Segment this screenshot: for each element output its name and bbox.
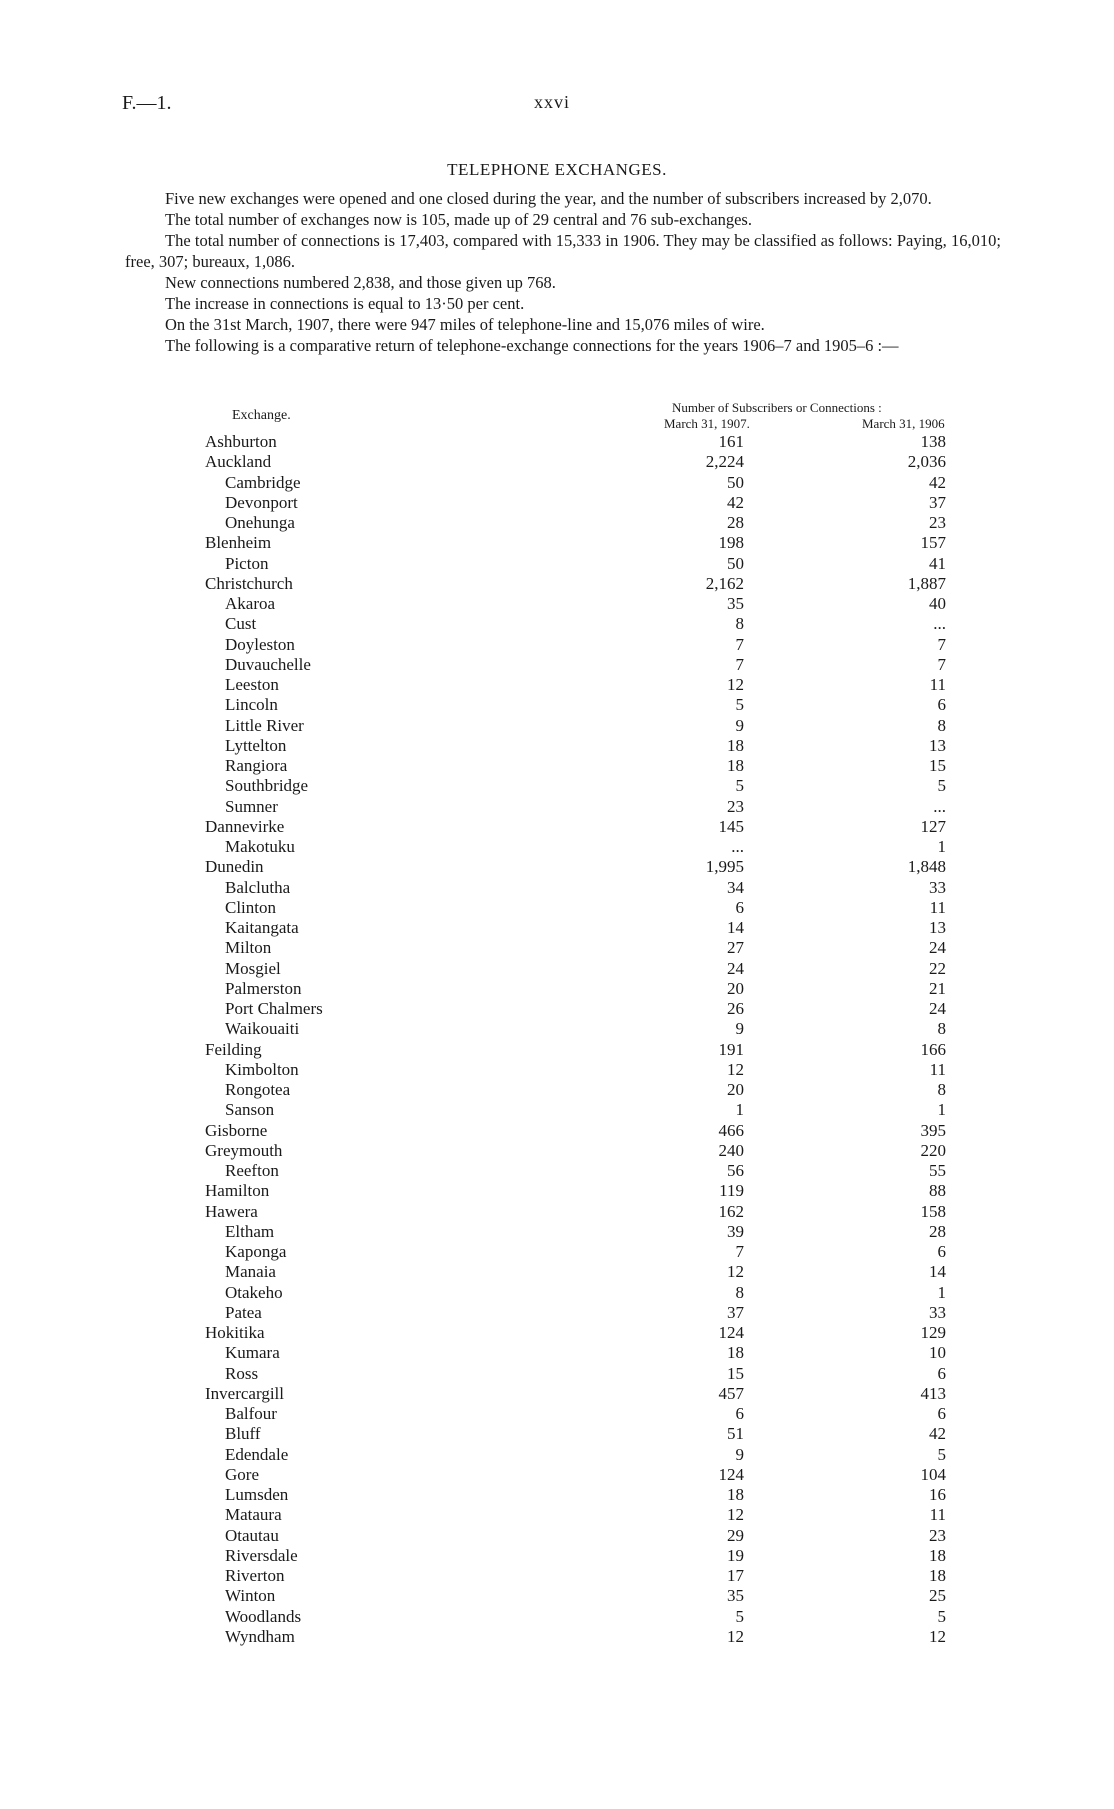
exchange-name: Balfour <box>225 1404 277 1423</box>
exchange-name: Dunedin <box>205 857 264 877</box>
connections-1906: 6 <box>937 1242 946 1261</box>
table-row <box>0 493 1114 513</box>
connections-1906: 157 <box>920 533 946 553</box>
connections-1906: 6 <box>937 1363 946 1383</box>
connections-1907: 7 <box>735 634 744 654</box>
table-row <box>0 432 1114 452</box>
connections-1906: 33 <box>929 877 946 897</box>
connections-1907: 466 <box>718 1120 744 1140</box>
exchange-name: Devonport <box>225 492 298 512</box>
table-row <box>0 675 1114 695</box>
exchange-name: Sumner <box>225 796 278 816</box>
connections-1906: 6 <box>937 695 946 715</box>
table-row <box>0 695 1114 715</box>
exchange-name: Balclutha <box>225 877 291 897</box>
connections-1906: 166 <box>920 1039 946 1059</box>
exchange-name: Woodlands <box>225 1606 302 1626</box>
exchange-name: Makotuku <box>225 837 295 856</box>
exchange-name: Akaroa <box>225 594 276 613</box>
connections-1906: 23 <box>929 1525 946 1545</box>
table-row <box>0 1161 1114 1181</box>
table-row <box>0 635 1114 655</box>
exchange-name: Blenheim <box>205 533 272 553</box>
table-row <box>0 999 1114 1019</box>
exchange-name: Ross <box>225 1363 259 1383</box>
connections-1906: 104 <box>920 1464 946 1484</box>
table-row <box>0 1181 1114 1201</box>
table-row <box>0 857 1114 877</box>
exchange-name: Palmerston <box>225 978 302 998</box>
connections-1907: 162 <box>718 1201 744 1221</box>
exchange-name: Christchurch <box>205 573 293 593</box>
connections-1906: 158 <box>920 1201 946 1221</box>
paragraph-connections: The total number of connections is 17,403, compared with 15,333 in 1906. They may be classified as follows: Paying, 16,010; free, 307; bureaux, 1,086. <box>125 231 1001 271</box>
exchange-name: Doyleston <box>225 634 295 654</box>
connections-1906: 413 <box>920 1383 946 1403</box>
connections-1907: 145 <box>718 816 744 836</box>
connections-1907: 14 <box>727 918 744 937</box>
exchange-name: Onehunga <box>225 513 295 532</box>
connections-1906: 24 <box>929 999 946 1018</box>
connections-1907: 15 <box>727 1363 744 1383</box>
exchange-name: Lumsden <box>225 1485 289 1504</box>
paragraph-subscribers: Five new exchanges were opened and one closed during the year, and the number of subscribers increased by 2,070. <box>165 189 932 208</box>
connections-1906: 129 <box>920 1323 946 1342</box>
table-row <box>0 1303 1114 1323</box>
paragraph-miles: On the 31st March, 1907, there were 947 miles of telephone-line and 15,076 miles of wire. <box>165 315 765 334</box>
series-reference: F.—1. <box>122 92 172 114</box>
table-row <box>0 898 1114 918</box>
connections-1906: ... <box>933 614 946 634</box>
connections-1907: 124 <box>718 1323 744 1342</box>
table-row <box>0 1404 1114 1424</box>
table-row <box>0 1019 1114 1039</box>
exchange-name: Wyndham <box>225 1626 295 1646</box>
connections-1907: 1 <box>735 1100 744 1120</box>
connections-1907: 50 <box>727 472 744 492</box>
table-row <box>0 837 1114 857</box>
connections-1906: 18 <box>929 1545 946 1565</box>
connections-1906: 11 <box>929 1059 946 1079</box>
connections-1906: 15 <box>929 756 946 775</box>
connections-1907: 5 <box>735 776 744 796</box>
connections-1906: 1 <box>937 837 946 856</box>
header-march-1906: March 31, 1906 <box>862 416 945 431</box>
table-row <box>0 554 1114 574</box>
exchange-name: Eltham <box>225 1221 275 1241</box>
connections-1907: 23 <box>727 796 744 816</box>
connections-1907: 12 <box>727 1626 744 1646</box>
table-row <box>0 817 1114 837</box>
connections-1907: 17 <box>727 1566 744 1585</box>
connections-1907: 12 <box>727 1262 744 1282</box>
table-row <box>0 918 1114 938</box>
connections-1906: 23 <box>929 513 946 532</box>
connections-1907: 24 <box>727 958 744 978</box>
exchange-name: Invercargill <box>205 1383 284 1403</box>
connections-1907: 42 <box>727 492 744 512</box>
table-row <box>0 1566 1114 1586</box>
connections-1906: 220 <box>920 1140 946 1160</box>
connections-1907: 5 <box>735 695 744 715</box>
connections-1906: 6 <box>937 1404 946 1423</box>
connections-1906: 127 <box>920 816 946 836</box>
connections-1906: 41 <box>929 553 946 573</box>
table-row <box>0 1586 1114 1606</box>
exchange-name: Milton <box>225 938 272 958</box>
table-row <box>0 574 1114 594</box>
table-row <box>0 1546 1114 1566</box>
table-row <box>0 1141 1114 1161</box>
table-row <box>0 513 1114 533</box>
connections-1907: 2,224 <box>705 452 744 472</box>
connections-1907: 18 <box>727 756 744 775</box>
connections-1906: 13 <box>929 918 946 937</box>
connections-1906: 25 <box>929 1586 946 1606</box>
table-row <box>0 1040 1114 1060</box>
connections-1906: 11 <box>929 897 946 917</box>
intro-text <box>125 188 1001 356</box>
connections-1907: 51 <box>727 1424 744 1444</box>
exchange-name: Cambridge <box>225 472 301 492</box>
connections-1907: 18 <box>727 1343 744 1363</box>
connections-1907: 2,162 <box>705 573 744 593</box>
table-row <box>0 594 1114 614</box>
table-row <box>0 1607 1114 1627</box>
connections-1907: 18 <box>727 1485 744 1504</box>
exchange-name: Feilding <box>205 1039 262 1059</box>
connections-1907: 9 <box>735 1444 744 1464</box>
exchange-name: Kaitangata <box>225 918 299 937</box>
connections-1906: 13 <box>929 735 946 755</box>
connections-1907: 9 <box>735 715 744 735</box>
exchange-name: Auckland <box>205 452 272 472</box>
connections-1907: 29 <box>727 1525 744 1545</box>
paragraph-exchanges: The total number of exchanges now is 105, made up of 29 central and 76 sub-exchanges. <box>165 210 752 229</box>
connections-1906: 88 <box>929 1181 946 1201</box>
connections-1906: 11 <box>929 1505 946 1525</box>
connections-1907: 240 <box>718 1140 744 1160</box>
table-row <box>0 1627 1114 1647</box>
exchange-name: Kumara <box>225 1343 280 1363</box>
connections-1907: 26 <box>727 999 744 1018</box>
exchange-name: Patea <box>225 1302 262 1322</box>
exchange-name: Riverton <box>225 1566 285 1585</box>
connections-1906: 11 <box>929 675 946 694</box>
table-row <box>0 533 1114 553</box>
connections-1906: 1 <box>937 1100 946 1120</box>
connections-1907: 191 <box>718 1039 744 1059</box>
connections-1906: 7 <box>937 654 946 674</box>
connections-1906: 1,848 <box>907 857 946 877</box>
connections-1906: 8 <box>937 715 946 735</box>
connections-1907: 8 <box>735 614 744 634</box>
connections-1907: 119 <box>719 1181 744 1201</box>
table-row <box>0 716 1114 736</box>
exchange-name: Ashburton <box>205 432 277 451</box>
table-row <box>0 1060 1114 1080</box>
table-row <box>0 1262 1114 1282</box>
table-row <box>0 1202 1114 1222</box>
connections-1907: 35 <box>727 594 744 613</box>
exchange-name: Bluff <box>225 1424 261 1444</box>
table-row <box>0 1080 1114 1100</box>
connections-1907: 124 <box>718 1464 744 1484</box>
connections-1907: 28 <box>727 513 744 532</box>
paragraph-new-connections: New connections numbered 2,838, and those given up 768. <box>165 273 556 292</box>
connections-1906: 8 <box>937 1019 946 1039</box>
connections-1906: 2,036 <box>907 452 946 472</box>
connections-1907: 6 <box>735 897 744 917</box>
exchange-name: Mataura <box>225 1505 282 1525</box>
connections-1907: 457 <box>718 1383 744 1403</box>
exchange-name: Leeston <box>225 675 279 694</box>
paragraph-increase: The increase in connections is equal to 13·50 per cent. <box>165 294 525 313</box>
connections-1907: 20 <box>727 1080 744 1099</box>
connections-1907: 7 <box>735 654 744 674</box>
table-row <box>0 1505 1114 1525</box>
connections-1906: 5 <box>937 1444 946 1464</box>
header-march-1907: March 31, 1907. <box>664 416 750 431</box>
header-exchange: Exchange. <box>232 408 291 423</box>
table-row <box>0 878 1114 898</box>
exchange-name: Manaia <box>225 1262 276 1282</box>
connections-1907: 8 <box>735 1282 744 1302</box>
exchange-name: Southbridge <box>225 776 309 796</box>
connections-1906: 5 <box>937 1606 946 1626</box>
table-row <box>0 614 1114 634</box>
connections-1906: 1 <box>937 1282 946 1302</box>
connections-1906: 28 <box>929 1221 946 1241</box>
table-row <box>0 797 1114 817</box>
table-row <box>0 655 1114 675</box>
table-row <box>0 756 1114 776</box>
paragraph-return-intro: The following is a comparative return of telephone-exchange connections for the years 1906–7 and 1905–6 :— <box>165 336 899 355</box>
connections-1906: 138 <box>920 432 946 451</box>
exchange-name: Mosgiel <box>225 958 281 978</box>
exchange-name: Hawera <box>205 1201 258 1221</box>
connections-1907: 20 <box>727 978 744 998</box>
connections-1906: 12 <box>929 1626 946 1646</box>
connections-1907: 12 <box>727 675 744 694</box>
exchange-name: Rangiora <box>225 756 288 775</box>
table-row <box>0 1222 1114 1242</box>
connections-1907: 50 <box>727 553 744 573</box>
exchange-name: Hokitika <box>205 1323 265 1342</box>
connections-1907: 34 <box>727 877 744 897</box>
table-row <box>0 473 1114 493</box>
table-row <box>0 1424 1114 1444</box>
exchange-name: Cust <box>225 614 257 634</box>
connections-1907: 9 <box>735 1019 744 1039</box>
connections-1907: 37 <box>727 1302 744 1322</box>
connections-1907: 12 <box>727 1059 744 1079</box>
table-row <box>0 1445 1114 1465</box>
table-row <box>0 1323 1114 1343</box>
connections-1906: 22 <box>929 958 946 978</box>
exchange-name: Duvauchelle <box>225 654 311 674</box>
connections-1907: ... <box>731 837 744 856</box>
exchange-name: Kaponga <box>225 1242 287 1261</box>
connections-1907: 198 <box>718 533 744 553</box>
exchange-name: Waikouaiti <box>225 1019 300 1039</box>
header-number-of-subscribers: Number of Subscribers or Connections : <box>672 400 882 415</box>
connections-1907: 5 <box>735 1606 744 1626</box>
exchange-name: Dannevirke <box>205 816 285 836</box>
connections-1906: 42 <box>929 472 946 492</box>
connections-1907: 6 <box>735 1404 744 1423</box>
connections-1906: 1,887 <box>907 573 946 593</box>
connections-1906: 7 <box>937 634 946 654</box>
connections-1906: 18 <box>929 1566 946 1585</box>
table-row <box>0 938 1114 958</box>
exchange-name: Edendale <box>225 1444 289 1464</box>
exchange-name: Little River <box>225 715 304 735</box>
exchange-name: Riversdale <box>225 1545 298 1565</box>
connections-1907: 18 <box>727 735 744 755</box>
exchange-name: Kimbolton <box>225 1059 299 1079</box>
table-row <box>0 1465 1114 1485</box>
connections-1907: 56 <box>727 1161 744 1180</box>
exchange-name: Clinton <box>225 897 277 917</box>
table-row <box>0 959 1114 979</box>
connections-1906: 42 <box>929 1424 946 1444</box>
connections-1906: 37 <box>929 492 946 512</box>
table-row <box>0 979 1114 999</box>
connections-1907: 12 <box>727 1505 744 1525</box>
connections-1906: 395 <box>920 1120 946 1140</box>
exchange-name: Hamilton <box>205 1181 270 1201</box>
connections-1906: 40 <box>929 594 946 613</box>
connections-1907: 39 <box>727 1221 744 1241</box>
exchange-name: Sanson <box>225 1100 275 1120</box>
connections-1906: 55 <box>929 1161 946 1180</box>
connections-1906: 24 <box>929 938 946 958</box>
exchange-name: Gore <box>225 1464 259 1484</box>
exchange-name: Rongotea <box>225 1080 291 1099</box>
table-row <box>0 452 1114 472</box>
table-row <box>0 1121 1114 1141</box>
table-row <box>0 1100 1114 1120</box>
exchange-name: Greymouth <box>205 1140 283 1160</box>
connections-1906: 33 <box>929 1302 946 1322</box>
connections-1906: 21 <box>929 978 946 998</box>
table-row <box>0 776 1114 796</box>
connections-1907: 161 <box>718 432 744 451</box>
connections-1906: 16 <box>929 1485 946 1504</box>
exchange-name: Picton <box>225 553 269 573</box>
exchange-name: Otautau <box>225 1525 279 1545</box>
table-row <box>0 1242 1114 1262</box>
table-row <box>0 1526 1114 1546</box>
table-row <box>0 1283 1114 1303</box>
table-row <box>0 1485 1114 1505</box>
connections-1906: ... <box>933 796 946 816</box>
connections-1906: 5 <box>937 776 946 796</box>
connections-1906: 14 <box>929 1262 946 1282</box>
exchange-name: Otakeho <box>225 1282 283 1302</box>
table-row <box>0 736 1114 756</box>
exchange-name: Gisborne <box>205 1120 268 1140</box>
exchange-name: Port Chalmers <box>225 999 323 1018</box>
exchange-name: Lyttelton <box>225 735 287 755</box>
connections-1907: 19 <box>727 1545 744 1565</box>
connections-1907: 35 <box>727 1586 744 1606</box>
table-row <box>0 1384 1114 1404</box>
exchange-name: Winton <box>225 1586 276 1606</box>
page-number: xxvi <box>534 92 571 112</box>
section-title: TELEPHONE EXCHANGES. <box>447 160 667 179</box>
exchange-name: Reefton <box>225 1161 279 1180</box>
connections-1907: 27 <box>727 938 744 958</box>
connections-1906: 8 <box>937 1080 946 1099</box>
connections-table <box>0 432 1114 1647</box>
connections-1907: 1,995 <box>705 857 744 877</box>
exchange-name: Lincoln <box>225 695 278 715</box>
table-row <box>0 1343 1114 1363</box>
connections-1907: 7 <box>735 1242 744 1261</box>
table-row <box>0 1364 1114 1384</box>
connections-1906: 10 <box>929 1343 946 1363</box>
